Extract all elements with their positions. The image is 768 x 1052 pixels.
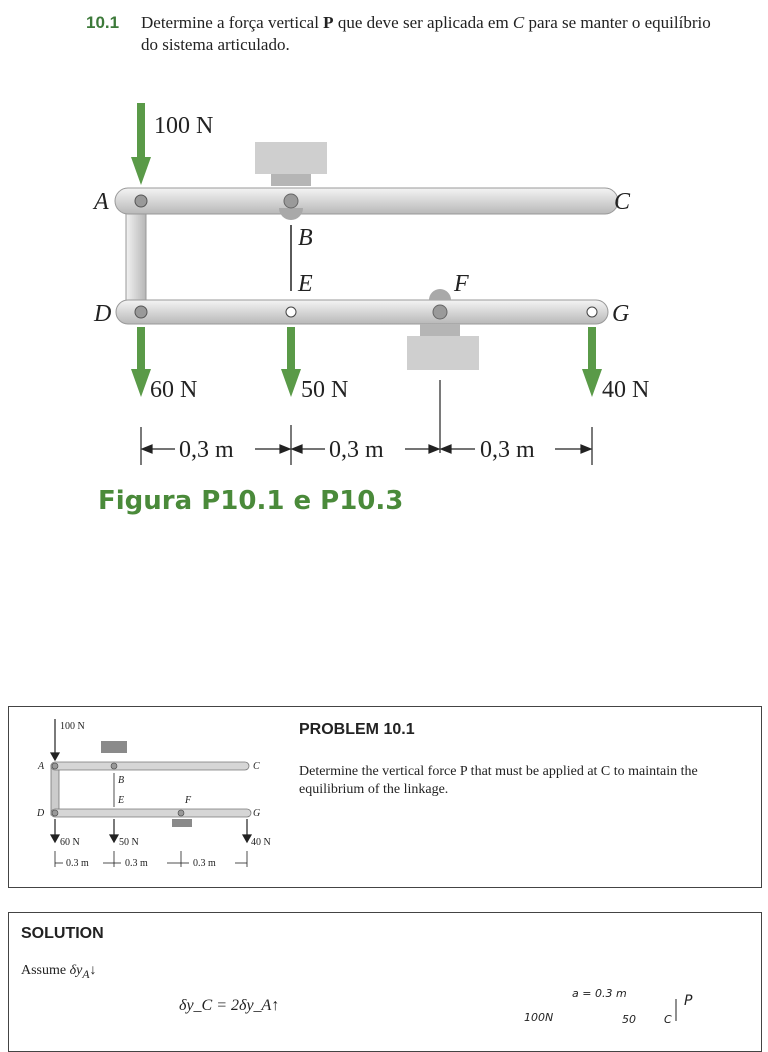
pin-b-base — [279, 208, 303, 220]
solution-equation — [179, 997, 279, 1015]
dim-3-label: 0,3 m — [480, 437, 535, 463]
bar-abc — [115, 188, 618, 214]
arrow-100-head — [131, 157, 151, 185]
sm-support-f — [172, 819, 192, 827]
sm-dim-1: 0.3 m — [66, 858, 89, 869]
sm-pin-f — [178, 810, 184, 816]
sm-load-100: 100 N — [60, 721, 85, 732]
pin-f — [433, 305, 447, 319]
solution-box — [8, 912, 762, 1052]
sm-load-40: 40 N — [251, 837, 271, 848]
pin-g — [587, 307, 597, 317]
sm-label-a: A — [38, 761, 45, 772]
label-d: D — [94, 301, 112, 327]
sm-bar-abc — [51, 762, 249, 770]
sm-label-b: B — [118, 775, 125, 786]
solution-problem-text: Determine the vertical force P that must be applied at C to maintain the equilibrium of the linkage. — [299, 764, 698, 797]
sm-arrows — [51, 719, 251, 842]
support-b-block — [255, 142, 327, 174]
down-arrow-icon: ↓ — [89, 963, 97, 978]
arrow-50-shaft — [287, 327, 295, 371]
sm-dim-2: 0.3 m — [125, 858, 148, 869]
sm-load-50: 50 N — [119, 837, 139, 848]
load-50-label: 50 N — [301, 377, 349, 403]
label-f: F — [454, 271, 469, 297]
sm-pin-a — [52, 763, 58, 769]
solution-problem-box — [8, 706, 762, 888]
label-c: C — [614, 189, 631, 215]
sketch-p: P — [684, 993, 693, 1009]
problem-statement — [86, 12, 726, 54]
arrow-40-head — [582, 369, 602, 397]
sm-bar-defg — [51, 809, 251, 817]
support-b-bracket — [271, 174, 311, 186]
small-linkage-figure — [29, 715, 289, 885]
load-60-label: 60 N — [150, 377, 198, 403]
pin-b — [284, 194, 298, 208]
sm-pin-d — [52, 810, 58, 816]
problem-point-c: C — [512, 13, 525, 32]
problem-number: 10.1 — [86, 13, 120, 32]
arrow-100-shaft — [137, 103, 145, 159]
dim-1-label: 0,3 m — [179, 437, 234, 463]
sketch-c: C — [664, 1013, 672, 1026]
sketch-100n: 100N — [524, 1011, 554, 1024]
arrow-50-head — [281, 369, 301, 397]
solution-title: SOLUTION — [21, 925, 104, 942]
sm-label-f: F — [185, 795, 192, 806]
arrow-40-shaft — [588, 327, 596, 371]
handwritten-sketch — [514, 983, 714, 1043]
assume-subscript: A — [82, 967, 90, 981]
equation-text: δy_C = 2δy_A — [179, 997, 272, 1014]
solution-problem-title: PROBLEM 10.1 — [299, 721, 415, 738]
label-g: G — [612, 301, 630, 327]
bar-defg — [116, 300, 608, 324]
label-b: B — [298, 225, 313, 251]
label-e: E — [298, 271, 313, 297]
pin-e — [286, 307, 296, 317]
label-a: A — [94, 189, 109, 215]
sketch-50: 50 — [622, 1013, 636, 1026]
problem-text-part-2: que deve ser aplicada em — [333, 13, 513, 32]
arrow-60-shaft — [137, 327, 145, 371]
solution-assume — [21, 963, 96, 981]
load-100-label: 100 N — [154, 113, 214, 139]
figure-caption: Figura P10.1 e P10.3 — [98, 486, 404, 516]
sm-label-e: E — [118, 795, 125, 806]
support-f-bracket — [420, 324, 460, 336]
sm-dim-3: 0.3 m — [193, 858, 216, 869]
support-f-block — [407, 336, 479, 370]
linkage-figure — [80, 95, 700, 475]
problem-force-p: P — [323, 13, 334, 32]
sm-link-ad — [51, 765, 59, 815]
sm-pin-b — [111, 763, 117, 769]
sm-label-d: D — [37, 808, 45, 819]
problem-text-part-3: para se manter o equilíbrio do sistema articulado. — [141, 13, 711, 54]
sketch-a-eq: a = 0.3 m — [572, 987, 627, 1000]
sm-label-g: G — [253, 808, 261, 819]
assume-expression: δy — [69, 963, 83, 978]
problem-text — [141, 12, 721, 56]
arrow-60-head — [131, 369, 151, 397]
problem-text-part-1: Determine a força vertical — [141, 13, 324, 32]
pin-f-top — [429, 289, 451, 300]
sm-label-c: C — [253, 761, 260, 772]
pin-a — [135, 195, 147, 207]
load-40-label: 40 N — [602, 377, 650, 403]
assume-label: Assume — [21, 963, 67, 978]
up-arrow-icon: ↑ — [271, 997, 280, 1014]
pin-d — [135, 306, 147, 318]
sm-support-b — [101, 741, 127, 753]
dim-2-label: 0,3 m — [329, 437, 384, 463]
sm-load-60: 60 N — [60, 837, 80, 848]
